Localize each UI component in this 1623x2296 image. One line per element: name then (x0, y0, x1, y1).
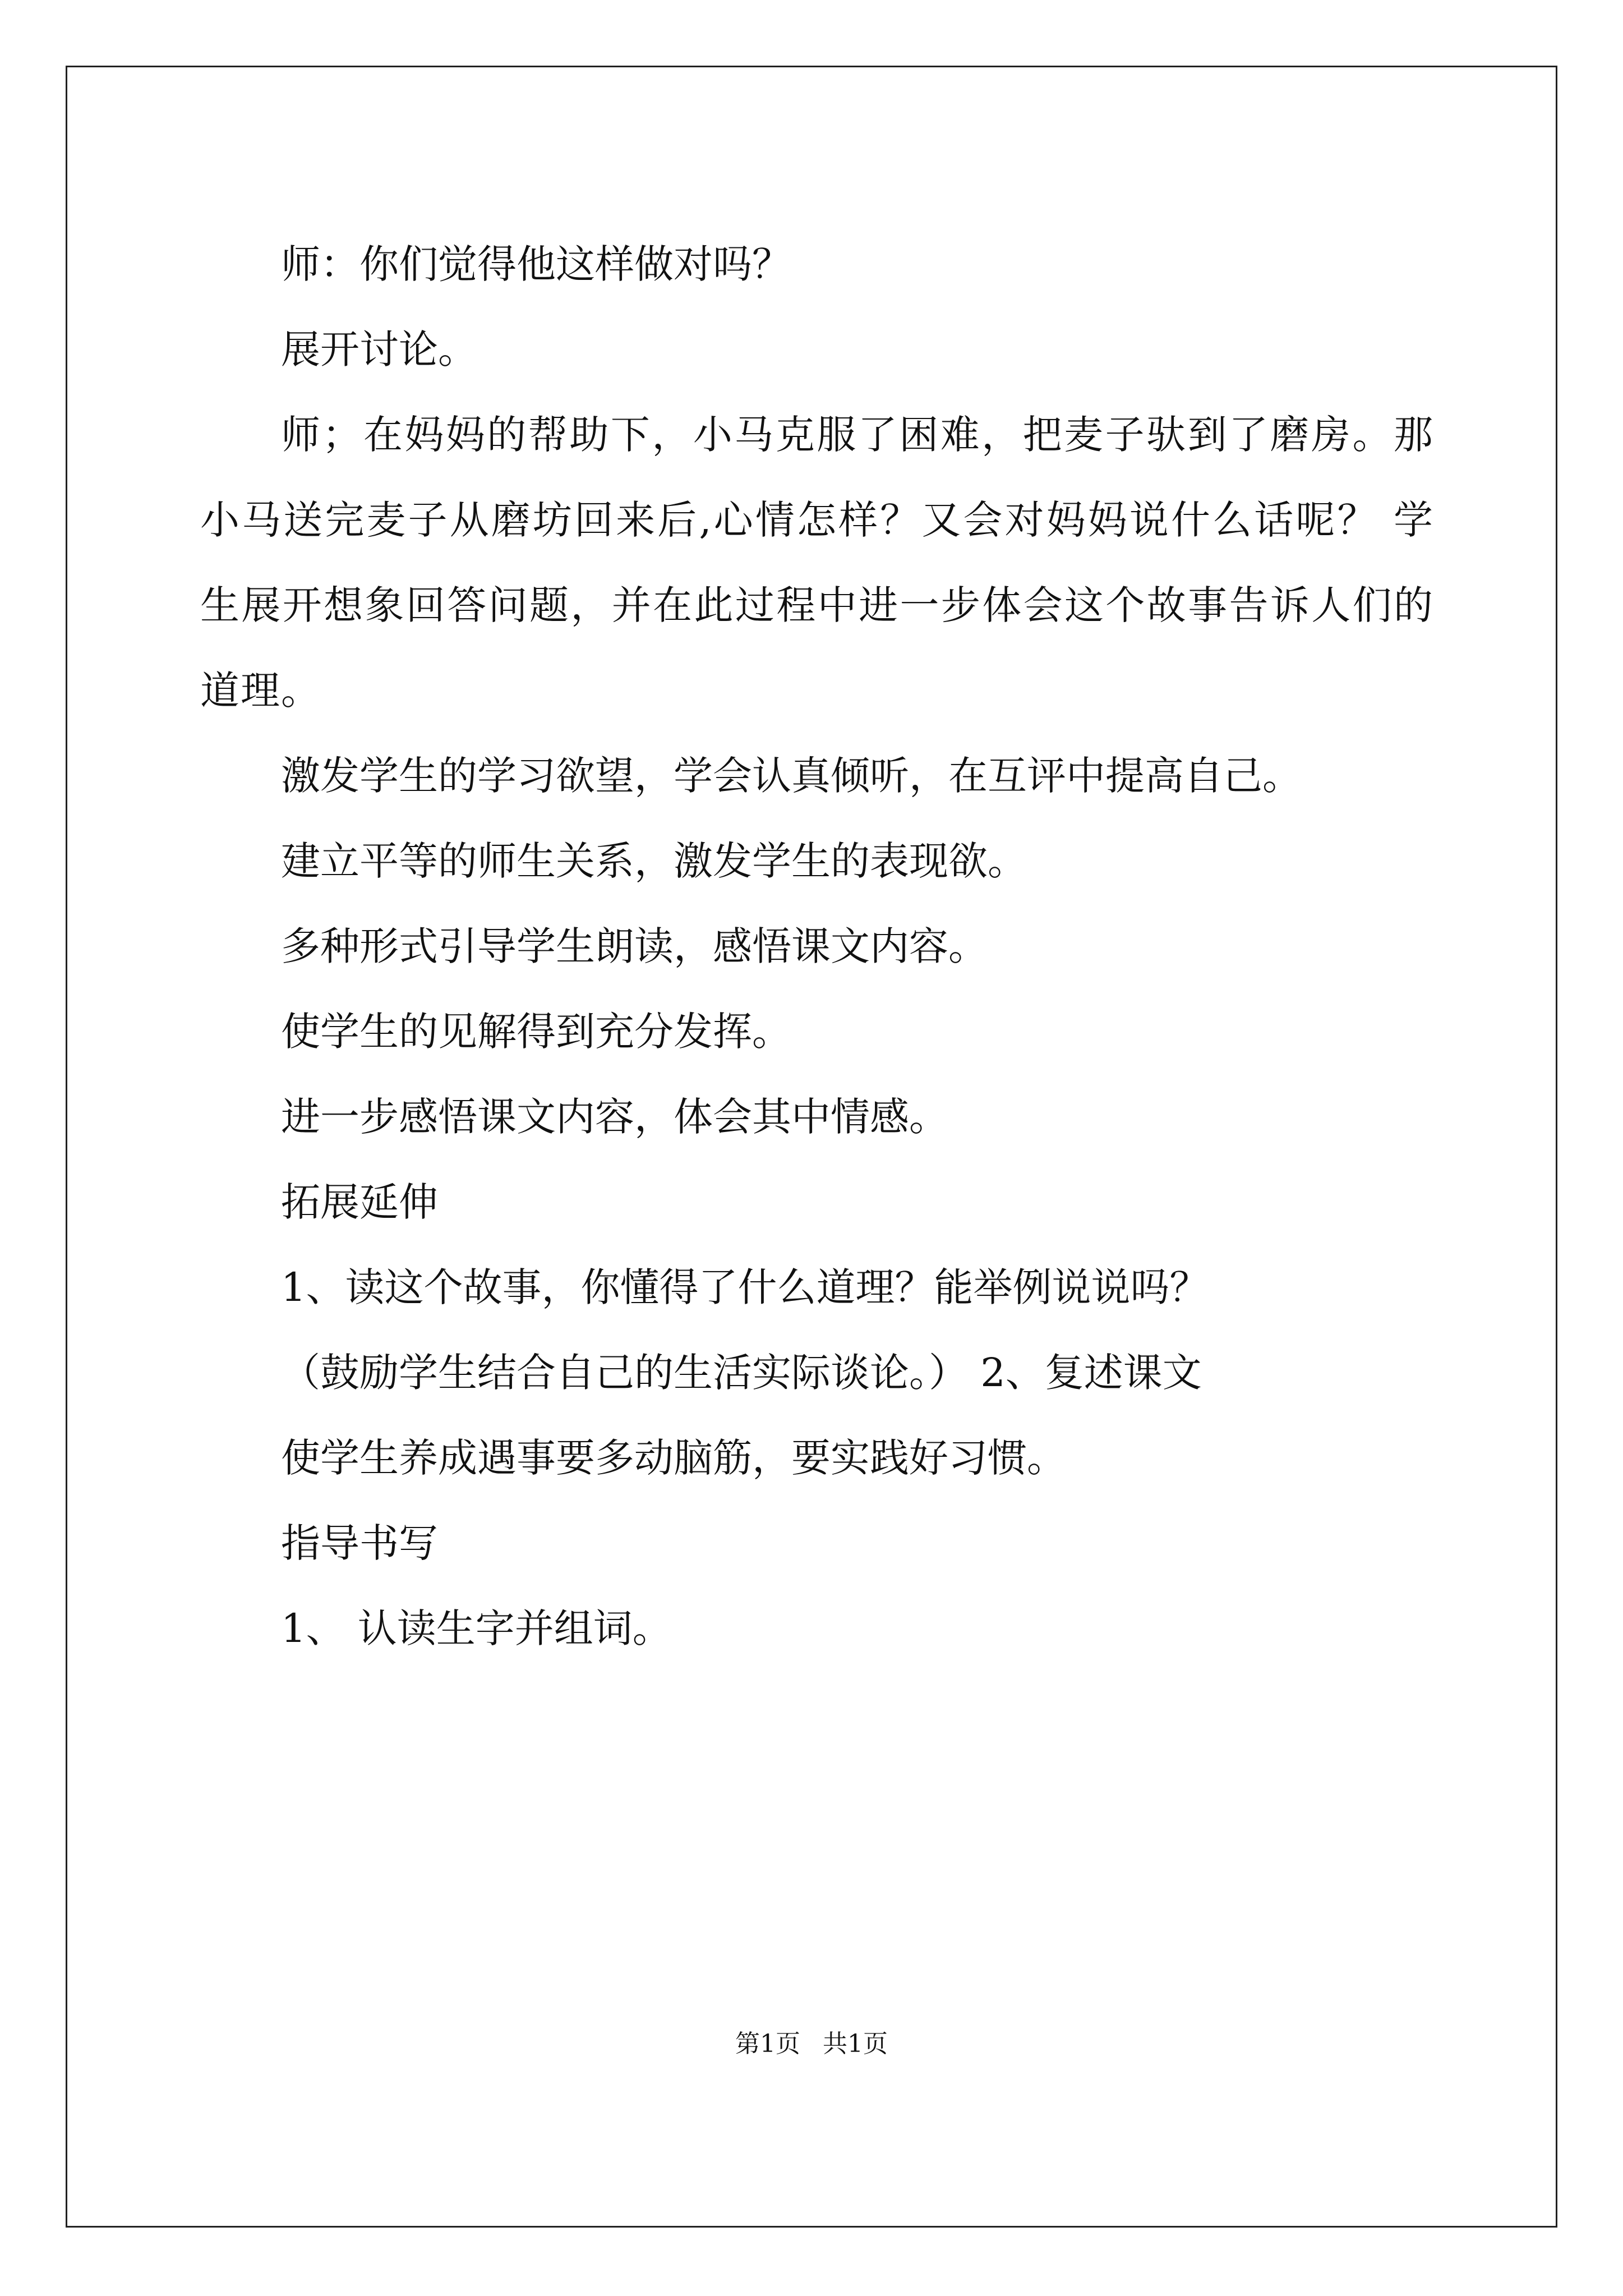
paragraph: 展开讨论。 (281, 326, 477, 372)
paragraph: 使学生养成遇事要多动脑筋，要实践好习惯。 (281, 1435, 1066, 1481)
paragraph: 师：你们觉得他这样做对吗？ (281, 241, 791, 287)
page-number-current: 第1页 (735, 2030, 800, 2058)
section-heading: 指导书写 (281, 1520, 438, 1566)
list-item: 1、读这个故事，你懂得了什么道理？能举例说说吗？ (281, 1264, 1209, 1310)
paragraph: 激发学生的学习欲望，学会认真倾听，在互评中提高自己。 (281, 753, 1302, 799)
paragraph: （鼓励学生结合自己的生活实际谈论。） 2、复述课文 (281, 1350, 1202, 1396)
list-item: 1、 认读生字并组词。 (281, 1605, 672, 1651)
page-number-total: 共1页 (823, 2030, 888, 2058)
paragraph: 使学生的见解得到充分发挥。 (281, 1009, 791, 1055)
section-heading: 拓展延伸 (281, 1179, 438, 1225)
paragraph: 建立平等的师生关系，激发学生的表现欲。 (281, 838, 1027, 884)
document-body (200, 222, 1434, 1671)
paragraph: 多种形式引导学生朗读，感悟课文内容。 (281, 923, 988, 969)
paragraph: 进一步感悟课文内容，体会其中情感。 (281, 1094, 948, 1140)
paragraph: 师；在妈妈的帮助下，小马克服了困难，把麦子驮到了磨房。那小马送完麦子从磨坊回来后,心情怎样？又会对妈妈说什么话呢？ 学生展开想象回答问题，并在此过程中进一步体会这个故事告诉人们的道理。 (200, 412, 1434, 714)
page-footer (0, 2027, 1623, 2061)
